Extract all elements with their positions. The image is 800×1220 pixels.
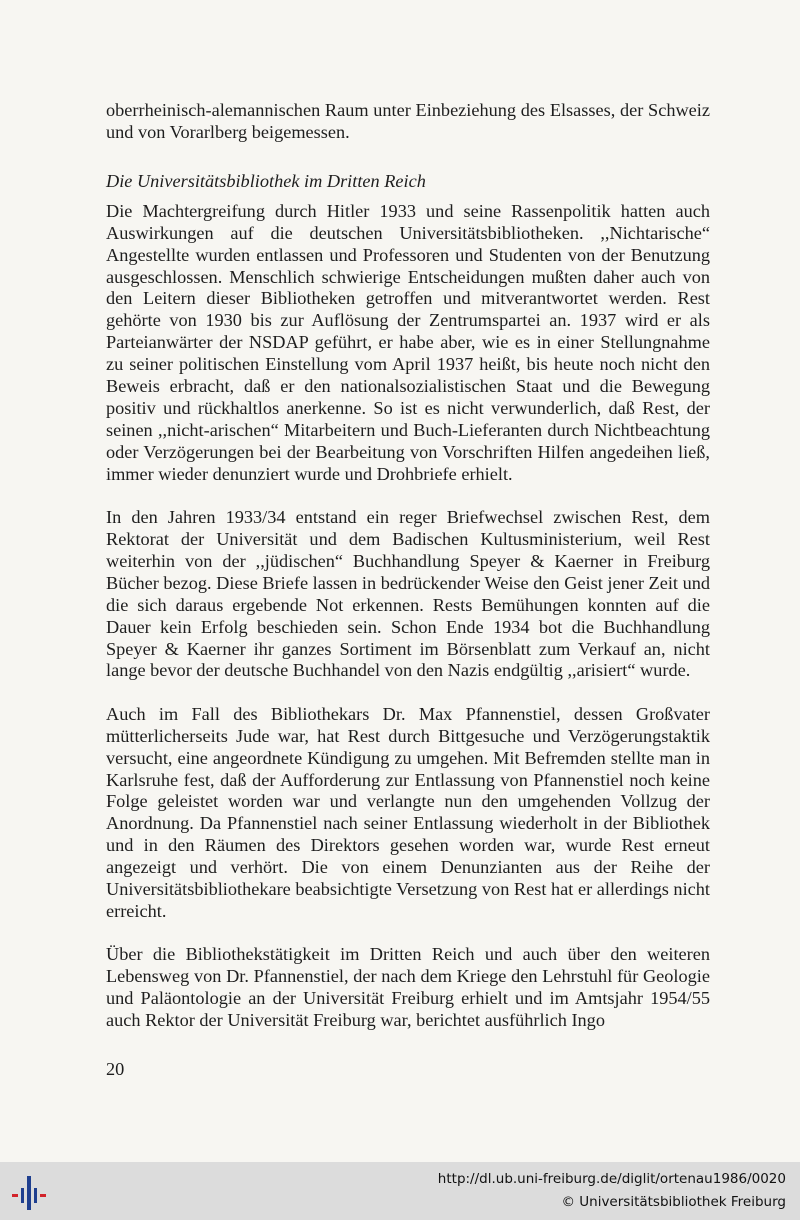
page-number: 20 <box>106 1059 125 1079</box>
ub-freiburg-logo-icon <box>10 1170 52 1212</box>
body-paragraph: In den Jahren 1933/34 entstand ein reger Briefwechsel zwischen Rest, dem Rektorat der Universität und dem Badischen Kultusministerium, weil Rest weiterhin von der ,,jüdischen“ Buchhandlung Speyer & Kaerner in Freiburg Bücher bezog. Diese Briefe lassen in bedrückender Weise den Geist jener Zeit und die sich daraus ergebende Not erkennen. Rests Bemühungen konnten auf die Dauer kein Erfolg beschieden sein. Schon Ende 1934 bot die Buchhandlung Speyer & Kaerner ihr ganzes Sortiment im Börsenblatt zum Verkauf an, nicht lange bevor der deutsche Buchhandel von den Nazis endgültig ,,arisiert“ wurde. <box>106 507 710 681</box>
viewer-footer <box>0 1162 800 1220</box>
source-url-link[interactable]: http://dl.ub.uni-freiburg.de/diglit/ortenau1986/0020 <box>437 1171 786 1187</box>
body-paragraph: Auch im Fall des Bibliothekars Dr. Max Pfannenstiel, dessen Großvater mütterlicherseits Jude war, hat Rest durch Bittgesuche und Verzögerungstaktik versucht, eine angeordnete Kündigung zu umgehen. Mit Befremden stellte man in Karlsruhe fest, daß der Aufforderung zur Entlassung von Pfannenstiel noch keine Folge geleistet worden war und verlangte nun den umgehenden Vollzug der Anordnung. Da Pfannenstiel nach seiner Entlassung wiederholt in der Bibliothek und in den Räumen des Direktors gesehen worden war, wurde Rest erneut angezeigt und verhört. Die von einem Denunzianten aus der Reihe der Universitätsbibliothekare beabsichtigte Versetzung von Rest hat er allerdings nicht erreicht. <box>106 703 710 921</box>
body-paragraph: Über die Bibliothekstätigkeit im Dritten Reich und auch über den weiteren Lebensweg von Dr. Pfannenstiel, der nach dem Kriege den Lehrstuhl für Geologie und Paläontologie an der Universität Freiburg erhielt und im Amtsjahr 1954/55 auch Rektor der Universität Freiburg war, berichtet ausführlich Ingo <box>106 944 710 1031</box>
page-body <box>106 100 710 1054</box>
intro-paragraph: oberrheinisch-alemannischen Raum unter Einbeziehung des Elsasses, der Schweiz und von Vorarlberg beigemessen. <box>106 100 710 142</box>
body-paragraph: Die Machtergreifung durch Hitler 1933 und seine Rassenpolitik hatten auch Auswirkungen auf die deutschen Universitätsbibliotheken. ,,Nichtarische“ Angestellte wurden entlassen und Professoren und Studenten von der Benutzung ausgeschlossen. Menschlich schwierige Entscheidungen mußten daher auch von den Leitern dieser Bibliotheken getroffen und mitverantwortet werden. Rest gehörte von 1930 bis zur Auflösung der Zentrumspartei an. 1937 wird er als Parteianwärter der NSDAP geführt, er habe aber, wie es in einer Stellungnahme zu seiner politischen Einstellung vom April 1937 heißt, bis heute noch nicht den Beweis erbracht, daß er den nationalsozialistischen Staat und die Bewegung positiv und rückhaltlos anerkenne. So ist es nicht verwunderlich, daß Rest, der seinen ,,nicht-arischen“ Mitarbeitern und Buch-Lieferanten durch Nichtbeachtung oder Verzögerungen bei der Bearbeitung von Vorschriften Hilfen angedeihen ließ, immer wieder denunziert wurde und Drohbriefe erhielt. <box>106 200 710 484</box>
section-heading: Die Universitätsbibliothek im Dritten Reich <box>106 170 426 191</box>
copyright-notice: © Universitätsbibliothek Freiburg <box>561 1194 786 1210</box>
